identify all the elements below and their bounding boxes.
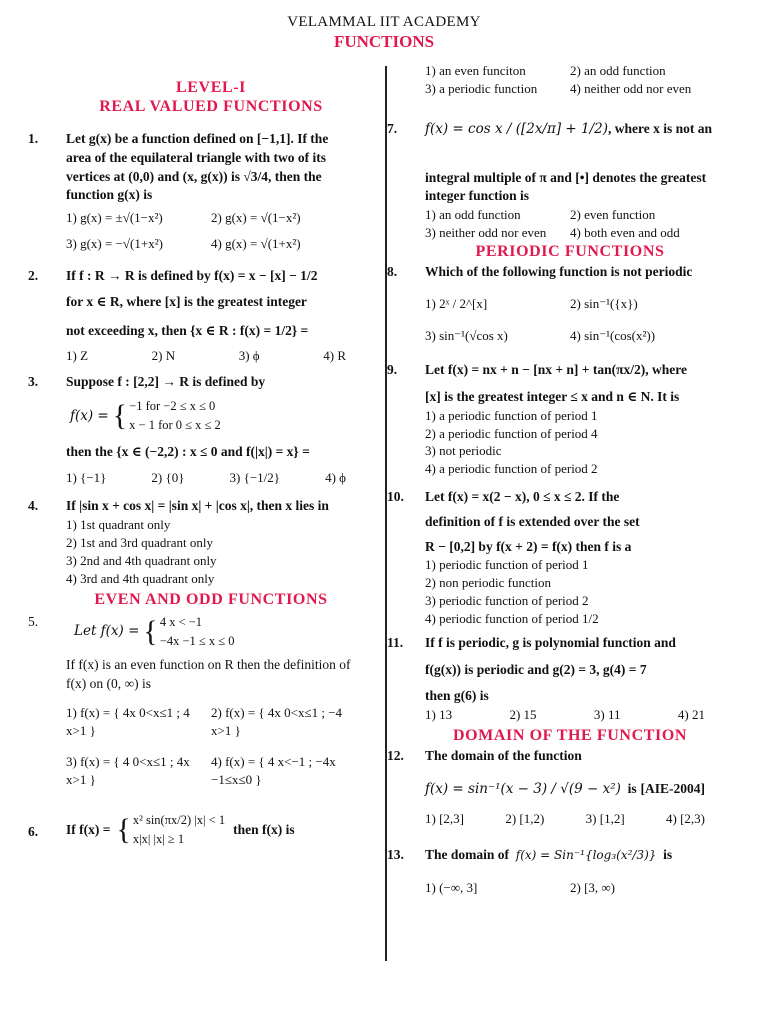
option-1: 1) 2ˣ / 2^[x] [425, 296, 488, 312]
left-column [28, 66, 356, 849]
formula: f(x) = cos x / ([2x/π] + 1/2) [425, 120, 609, 137]
option-1: 1) f(x) = { 4x 0<x≤1 ; 4 x>1 } [66, 704, 190, 738]
question-stem-line: If f : R → R is defined by f(x) = x − [x] − 1/2 [66, 267, 318, 283]
piecewise-function: If f(x) = { x² sin(πx/2) |x| < 1 x|x| |x| ≥ 1 then f(x) is [66, 811, 295, 849]
question-3 [28, 373, 356, 488]
options-row [425, 224, 715, 242]
question-stem-line: f(g(x)) is periodic and g(2) = 3, g(4) = 7 [425, 661, 647, 677]
case-line: x|x| |x| ≥ 1 [132, 832, 185, 847]
option-3: 3) ϕ [238, 347, 260, 363]
left-brace: { [112, 398, 128, 432]
question-number: 2. [28, 267, 39, 283]
option-1: 1) a periodic function of period 1 [425, 407, 598, 423]
question-stem-line: If f is periodic, g is polynomial function and [425, 634, 676, 650]
option-2: 2) N [151, 347, 176, 363]
option-2: 2) {0} [151, 470, 185, 486]
question-8 [387, 263, 715, 346]
question-stem-line: Let f(x) = nx + n − [nx + n] + tan(πx/2), where [425, 362, 687, 378]
options-row [66, 209, 356, 227]
options-row [66, 347, 356, 365]
option-1: 1) Z [66, 347, 89, 363]
question-stem-line: Let f(x) = x(2 − x), 0 ≤ x ≤ 2. If the [425, 489, 620, 505]
option-3: 3) {−1/2} [229, 470, 281, 486]
option-1: 1) an odd function [425, 206, 521, 222]
option-4: 4) ϕ [325, 470, 346, 486]
option-3: 3) neither odd nor even [425, 224, 547, 240]
question-number: 9. [387, 362, 398, 378]
option-1: 1) (−∞, 3] [425, 879, 478, 895]
option-3: 3) a periodic function [425, 80, 538, 96]
option-3: 3) g(x) = −√(1+x²) [66, 235, 163, 251]
subject-title: FUNCTIONS [333, 32, 435, 51]
options-row [66, 235, 356, 253]
question-number: 12. [387, 747, 404, 763]
question-number: 5. [28, 613, 39, 629]
option-3: 3) not periodic [425, 443, 502, 459]
options-row [425, 206, 715, 224]
option-3: 3) f(x) = { 4 0<x≤1 ; 4x x>1 } [66, 754, 190, 788]
option-1: 1) 1st quadrant only [66, 516, 171, 532]
option-4: 4) a periodic function of period 2 [425, 461, 598, 477]
question-number: 8. [387, 263, 398, 279]
question-stem-line: then g(6) is [425, 688, 489, 704]
option-1: 1) [2,3] [425, 811, 464, 827]
question-1 [28, 130, 356, 252]
options-row [425, 80, 715, 98]
options-row [425, 810, 715, 828]
level-heading: LEVEL-I [176, 79, 246, 96]
option-4: 4) 21 [677, 706, 705, 722]
option-2: 2) a periodic function of period 4 [425, 425, 598, 441]
option-3: 3) sin⁻¹(√cos x) [425, 328, 508, 344]
question-stem: If |sin x + cos x| = |sin x| + |cos x|, then x lies in [66, 498, 329, 514]
option-2: 2) sin⁻¹({x}) [570, 296, 638, 312]
option-2: 2) [3, ∞) [570, 879, 616, 895]
options-row [66, 753, 356, 789]
option-3: 3) 2nd and 4th quadrant only [66, 552, 217, 568]
formula: f(x) = sin⁻¹(x − 3) / √(9 − x²) [425, 780, 621, 797]
option-1: 1) {−1} [66, 470, 107, 486]
case-line: −1 for −2 ≤ x ≤ 0 [129, 399, 216, 414]
question-stem: Let g(x) be a function defined on [−1,1]. If the area of the equilateral triangle with two of its vertices at (0,0) and (x, g(x)) is √3/4, then the function g(x) is [66, 131, 329, 203]
options-row [425, 706, 715, 724]
question-number: 7. [387, 120, 398, 136]
option-4: 4) f(x) = { 4 x<−1 ; −4x −1≤x≤0 } [211, 754, 336, 788]
question-11 [387, 634, 715, 724]
options-row [66, 469, 356, 487]
question-stem-line: not exceeding x, then {x ∈ R : f(x) = 1/2} = [66, 323, 309, 338]
question-stem-line: then the {x ∈ (−2,2) : x ≤ 0 and f(|x|) = x} = [66, 443, 310, 459]
question-number: 13. [387, 847, 404, 863]
option-3: 3) periodic function of period 2 [425, 593, 589, 609]
question-number: 3. [28, 373, 39, 389]
question-stem: integral multiple of π and [•] denotes the greatest integer function is [425, 169, 707, 204]
case-line: 4 x < −1 [159, 614, 203, 629]
option-4: 4) g(x) = √(1+x²) [211, 235, 301, 251]
institute-name: VELAMMAL IIT ACADEMY [287, 14, 481, 30]
question-stem-line: [x] is the greatest integer ≤ x and n ∈ N. It is [425, 388, 680, 404]
option-4: 4) sin⁻¹(cos(x²)) [570, 328, 656, 344]
option-1: 1) g(x) = ±√(1−x²) [66, 209, 163, 225]
options-row [425, 295, 715, 313]
option-2: 2) 15 [509, 706, 537, 722]
option-3: 3) 11 [593, 706, 621, 722]
options-row [425, 879, 715, 897]
section-periodic: PERIODIC FUNCTIONS [475, 242, 665, 260]
case-line: x² sin(πx/2) |x| < 1 [132, 813, 226, 828]
question-stem: Suppose f : [2,2] → R is defined by [66, 373, 266, 389]
formula: f(x) = Sin⁻¹{log₃(x²/3)} [515, 848, 657, 863]
case-line: −4x −1 ≤ x ≤ 0 [159, 633, 235, 648]
question-number: 11. [387, 634, 404, 650]
left-brace: { [143, 614, 158, 648]
option-4: 4) 3rd and 4th quadrant only [66, 570, 215, 586]
option-4: 4) periodic function of period 1/2 [425, 611, 599, 626]
options-row [425, 62, 715, 80]
question-stem: Which of the following function is not periodic [425, 263, 693, 279]
option-2: 2) [1,2) [505, 811, 545, 827]
question-2 [28, 267, 356, 365]
question-number: 6. [28, 824, 39, 840]
column-divider [385, 66, 387, 961]
question-stem-line: R − [0,2] by f(x + 2) = f(x) then f is a [425, 538, 632, 554]
option-2: 2) even function [570, 206, 656, 222]
option-2: 2) non periodic function [425, 575, 551, 591]
section-even-odd: EVEN AND ODD FUNCTIONS [94, 590, 328, 608]
question-number: 4. [28, 498, 39, 514]
option-4: 4) R [323, 347, 346, 363]
question-4 [28, 497, 356, 587]
question-5 [28, 613, 356, 790]
option-4: 4) [2,3) [665, 811, 705, 827]
question-9 [387, 361, 715, 478]
exam-tag: [AIE-2004] [640, 780, 705, 796]
question-stem: The domain of the function [425, 747, 582, 763]
case-line: x − 1 for 0 ≤ x ≤ 2 [129, 417, 221, 432]
option-3: 3) [1,2] [585, 811, 625, 827]
section-domain: DOMAIN OF THE FUNCTION [452, 726, 688, 744]
right-column [387, 63, 715, 897]
question-number: 1. [28, 131, 39, 147]
option-1: 1) 13 [425, 706, 453, 722]
question-number: 10. [387, 489, 404, 505]
question-12: 12. The domain of the function f(x) = sin⁻¹(x − 3) / √(9 − x²) is [AIE-2004] 1) [2,3] 2) [1,2) 3) [1,2] 4) [2,3) [425, 747, 715, 828]
option-1: 1) periodic function of period 1 [425, 557, 589, 573]
options-row [66, 704, 356, 740]
option-2: 2) f(x) = { 4x 0<x≤1 ; −4 x>1 } [211, 704, 343, 738]
option-1: 1) an even funciton [425, 63, 526, 78]
question-10 [387, 488, 715, 628]
piecewise-function: f(x) = { −1 for −2 ≤ x ≤ 0 x − 1 for 0 ≤ x ≤ 2 [70, 397, 221, 435]
question-7: 7. f(x) = cos x / ([2x/π] + 1/2), where x is not an integral multiple of π and [•] denotes the greatest integer function is 1) an odd function 2) even function 3) neither odd nor even 4) both even and odd [425, 120, 715, 242]
option-4: 4) both even and odd [570, 224, 680, 240]
options-row [425, 327, 715, 345]
option-2: 2) 1st and 3rd quadrant only [66, 534, 213, 550]
question-stem-line: for x ∈ R, where [x] is the greatest integer [66, 294, 307, 310]
question-stem-line: definition of f is extended over the set [425, 513, 640, 529]
piecewise-function: Let f(x) = { 4 x < −1 −4x −1 ≤ x ≤ 0 [74, 613, 235, 651]
option-2: 2) an odd function [570, 63, 666, 78]
question-13: 13. The domain of f(x) = Sin⁻¹{log₃(x²/3)} is 1) (−∞, 3] 2) [3, ∞) [425, 846, 715, 897]
option-4: 4) neither odd nor even [570, 80, 692, 96]
question-6 [28, 811, 356, 849]
option-2: 2) g(x) = √(1−x²) [211, 209, 301, 225]
left-brace: { [116, 813, 131, 847]
section-real-valued: REAL VALUED FUNCTIONS [99, 98, 323, 116]
question-stem: If f(x) is an even function on R then the definition of f(x) on (0, ∞) is [66, 657, 351, 691]
